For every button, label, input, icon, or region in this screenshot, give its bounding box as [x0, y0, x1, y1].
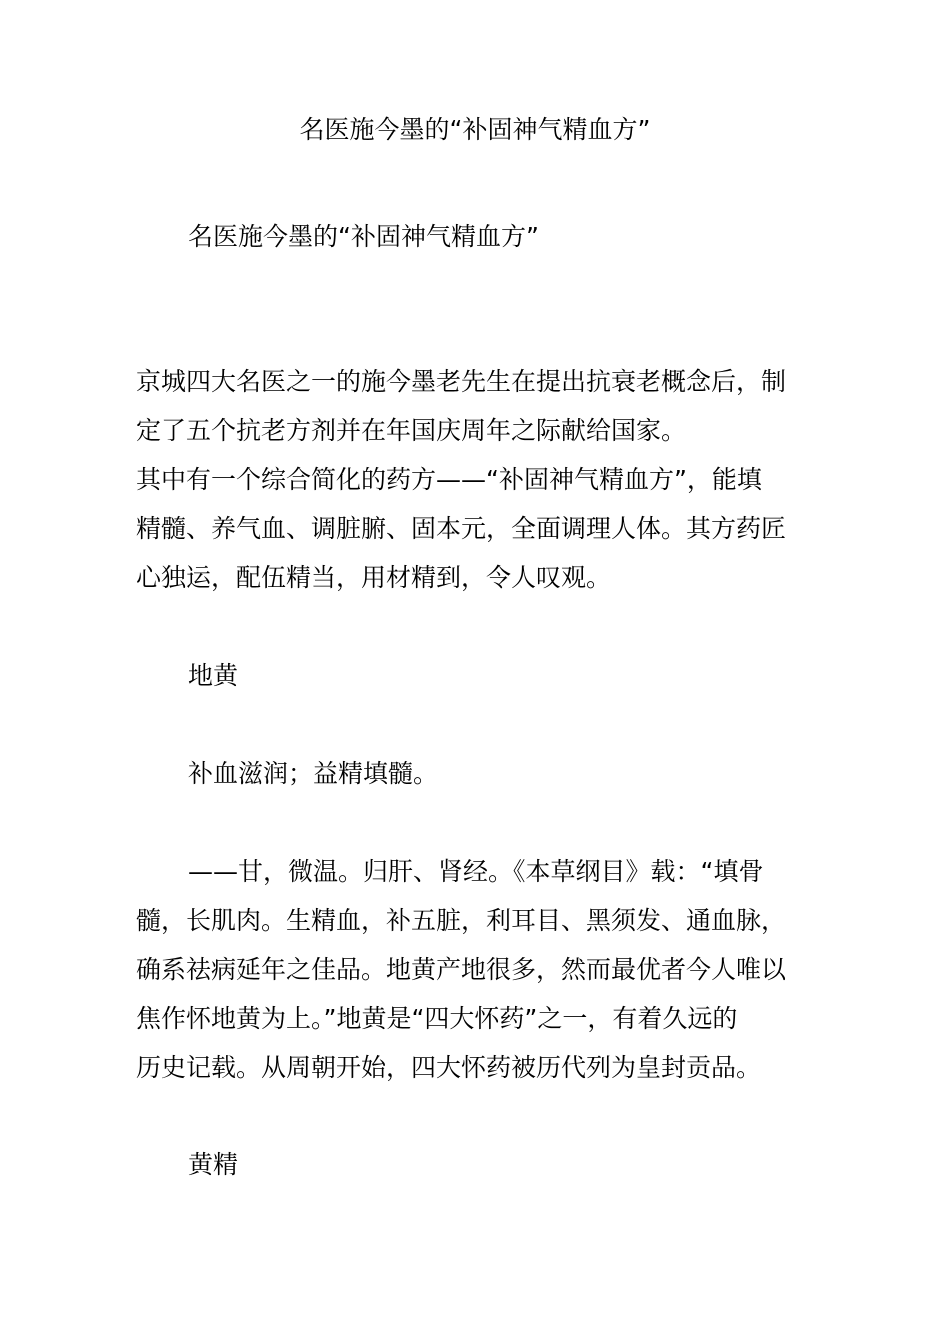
page-title: 名医施今墨的“补固神气精血方” [299, 115, 651, 144]
herb-effect-dihuang: 补血滋润；益精填髓。 [188, 759, 439, 788]
description-line: 髓，长肌肉。生精血，补五脏，利耳目、黑须发、通血脉， [136, 906, 787, 935]
intro-line: 心独运，配伍精当，用材精到，令人叹观。 [136, 563, 612, 592]
herb-heading-dihuang: 地黄 [188, 661, 239, 690]
intro-line: 定了五个抗老方剂并在年国庆周年之际献给国家。 [136, 416, 687, 445]
article-subtitle: 名医施今墨的“补固神气精血方” [188, 222, 539, 251]
intro-line: 精髓、养气血、调脏腑、固本元，全面调理人体。其方药匠 [136, 514, 787, 543]
intro-paragraph [136, 357, 816, 602]
description-line: 确系祛病延年之佳品。地黄产地很多，然而最优者今人唯以 [136, 955, 787, 984]
description-line: 历史记载。从周朝开始，四大怀药被历代列为皇封贡品。 [136, 1053, 762, 1082]
intro-line: 京城四大名医之一的施今墨老先生在提出抗衰老概念后，制 [136, 367, 787, 396]
herb-description-dihuang [136, 847, 816, 1092]
herb-heading-huangjing: 黄精 [188, 1150, 239, 1179]
description-line: ——甘，微温。归肝、肾经。《本草纲目》载：“填骨 [188, 857, 764, 886]
intro-line: 其中有一个综合简化的药方——“补固神气精血方”，能填 [136, 465, 762, 494]
description-line: 焦作怀地黄为上。”地黄是“四大怀药”之一，有着久远的 [136, 1004, 738, 1033]
